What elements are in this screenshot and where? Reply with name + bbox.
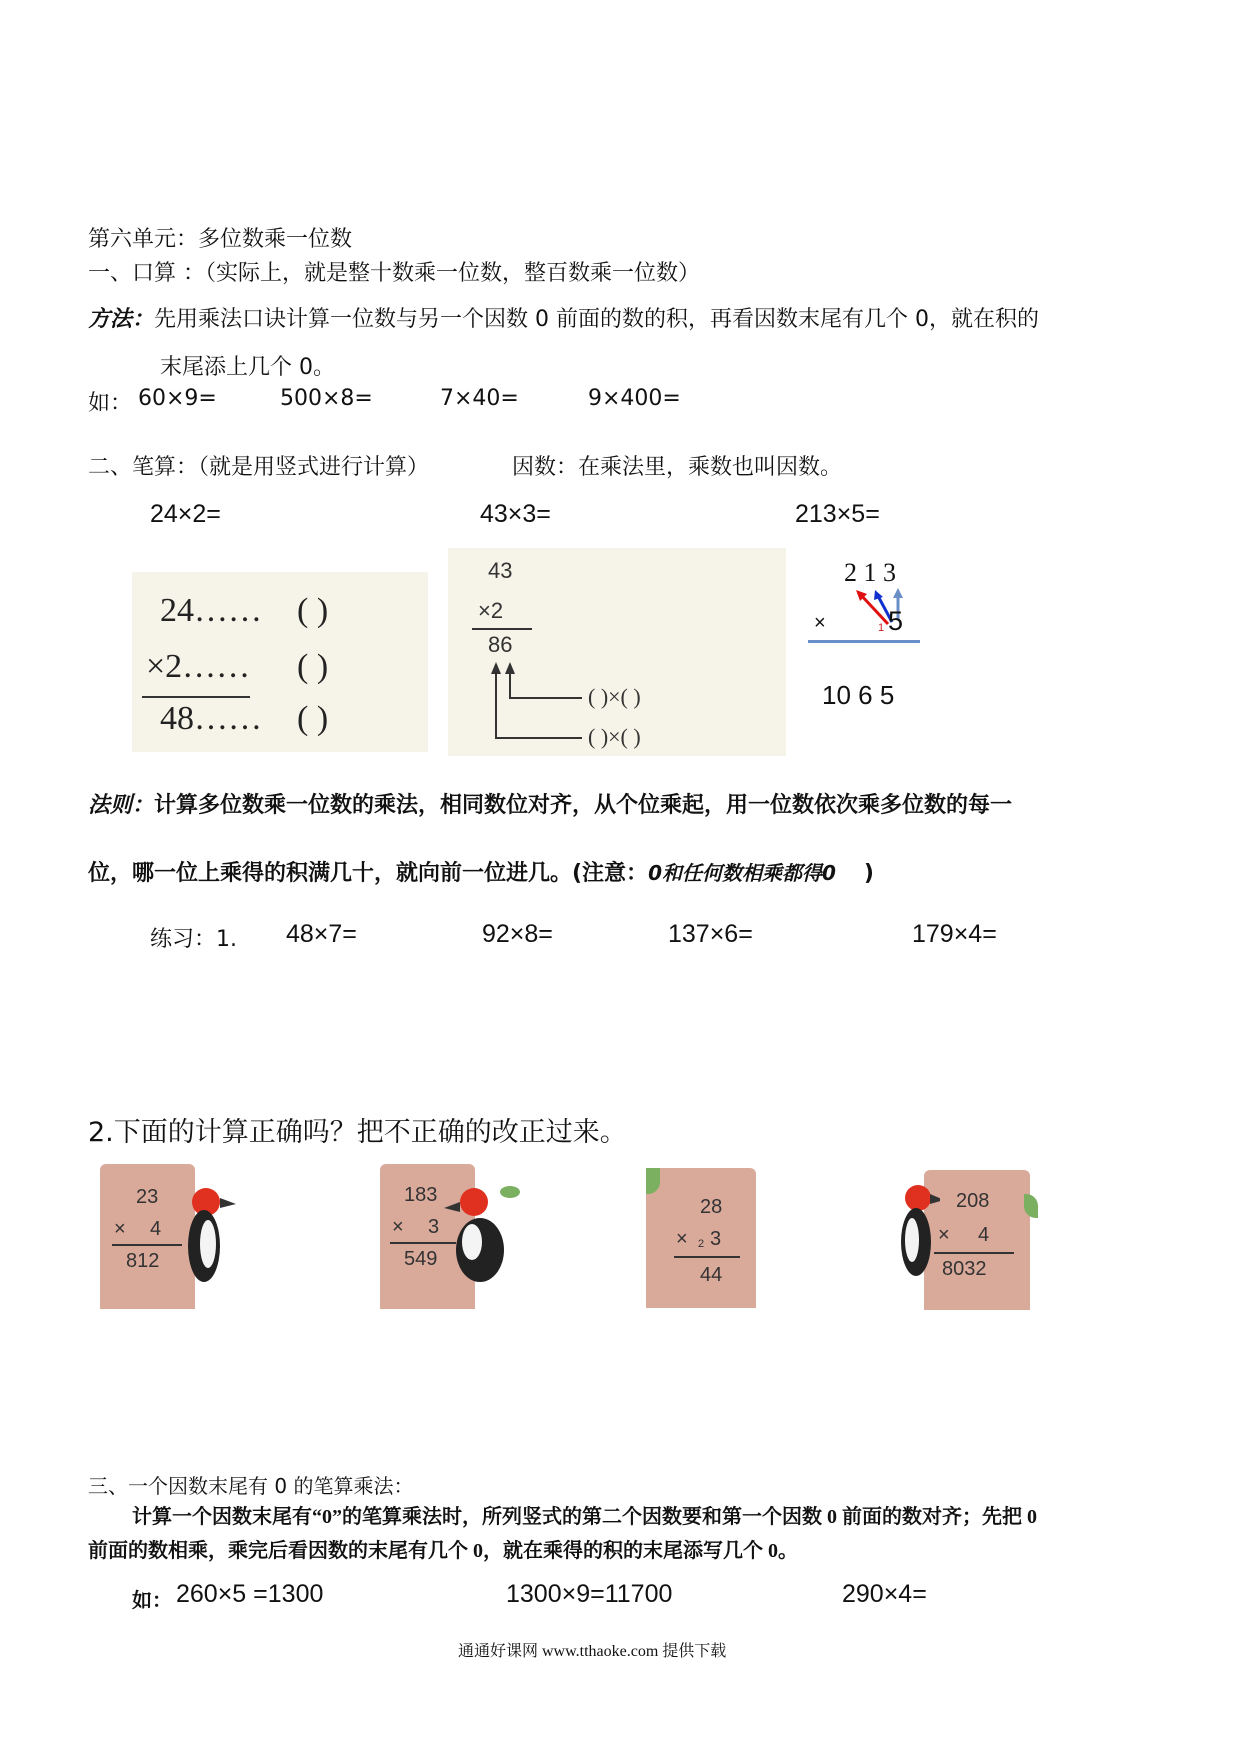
oral-example-4: 9×400= — [588, 386, 681, 411]
section3-text-1: 计算一个因数末尾有“0”的笔算乘法时，所列竖式的第二个因数要和第一个因数 0 前面的数对齐；先把 0 — [132, 1506, 1037, 1528]
rule-text-1: 计算多位数乘一位数的乘法，相同数位对齐，从个位乘起，用一位数依次乘多位数的每一 — [154, 793, 1013, 818]
fig2-result: 86 — [488, 632, 513, 657]
card2-times: × — [392, 1216, 404, 1238]
fig2-mult: ×2 — [478, 598, 504, 623]
check-card-2 — [378, 1164, 528, 1309]
fig1-line-3: 48…… — [160, 700, 262, 737]
check-card-3 — [646, 1168, 756, 1308]
section3-example-3: 290×4= — [842, 1580, 927, 1608]
card3-rule — [674, 1256, 740, 1258]
factor-note: 因数：在乘法里，乘数也叫因数。 — [512, 455, 843, 480]
fig3-result: 10 6 5 — [822, 680, 895, 710]
section3-example-label: 如： — [132, 1590, 172, 1612]
section3-text-2: 前面的数相乘，乘完后看因数的末尾有几个 0，就在乘得的积的末尾添写几个 0。 — [88, 1540, 798, 1562]
card4-top: 208 — [956, 1190, 990, 1212]
written-problem-3: 213×5= — [795, 500, 880, 528]
section2-heading: 二、笔算：（就是用竖式进行计算） — [88, 455, 430, 480]
card4-times: × — [938, 1224, 950, 1246]
card1-result: 812 — [126, 1250, 160, 1272]
card3-times: × — [676, 1228, 688, 1250]
card3-top: 28 — [700, 1196, 723, 1218]
rule-text-2: 位，哪一位上乘得的积满几十，就向前一位进几。(注意： — [88, 861, 649, 886]
practice-label: 练习：1. — [150, 927, 237, 952]
written-problem-2: 43×3= — [480, 500, 551, 528]
method-line-1 — [88, 302, 1039, 333]
card1-rule — [112, 1244, 182, 1246]
fig3-rule — [808, 640, 920, 643]
rule-label: 法则： — [88, 793, 155, 818]
vertical-calc-figure-3 — [800, 550, 930, 730]
card4-mult: 4 — [978, 1224, 990, 1246]
fig3-mult: 5 — [888, 606, 904, 636]
card3-result: 44 — [700, 1264, 723, 1286]
practice-3: 137×6= — [668, 920, 753, 948]
card1-top: 23 — [136, 1186, 159, 1208]
card4-result: 8032 — [942, 1258, 987, 1280]
rule-close: ) — [863, 861, 874, 886]
fig2-bracket-1: ( )×( ) — [588, 684, 641, 709]
card4-rule — [934, 1252, 1014, 1254]
rule-note: 0和任何数相乘都得0 — [648, 861, 836, 885]
oral-example-3: 7×40= — [440, 386, 519, 411]
fig3-top: 2 1 3 — [844, 558, 896, 587]
card1-times: × — [114, 1218, 126, 1240]
method-text-1: 先用乘法口诀计算一位数与另一个因数 0 前面的数的积，再看因数末尾有几个 0，就在积的 — [154, 307, 1039, 332]
practice-4: 179×4= — [912, 920, 997, 948]
card2-mult: 3 — [428, 1216, 440, 1238]
section3-heading: 三、一个因数末尾有 0 的笔算乘法： — [88, 1474, 414, 1498]
fig1-paren-2: ( ) — [297, 648, 329, 685]
rule-line-1 — [88, 788, 1012, 819]
method-label: 方法： — [88, 307, 155, 332]
fig2-bracket-2: ( )×( ) — [588, 724, 641, 749]
card2-top: 183 — [404, 1184, 438, 1206]
fig1-rule — [142, 696, 250, 698]
rule-line-2 — [88, 856, 874, 887]
fig1-line-2: ×2…… — [146, 648, 251, 685]
vertical-calc-figure-1 — [132, 572, 428, 752]
vertical-calc-figure-2 — [448, 548, 786, 756]
oral-example-1: 60×9= — [138, 386, 217, 411]
fig2-top: 43 — [488, 558, 513, 583]
page-title: 第六单元：多位数乘一位数 — [88, 227, 353, 252]
oral-example-2: 500×8= — [280, 386, 373, 411]
card3-carry: 2 — [698, 1238, 705, 1250]
card3-mult: 3 — [710, 1228, 722, 1250]
fig1-paren-3: ( ) — [297, 700, 329, 737]
check-card-4 — [890, 1170, 1040, 1310]
fig1-line-1: 24…… — [160, 592, 262, 629]
method-line-2: 末尾添上几个 0。 — [160, 355, 335, 380]
fig3-times: × — [814, 612, 826, 634]
woodpecker-icon — [440, 1184, 520, 1294]
practice-1: 48×7= — [286, 920, 357, 948]
section3-example-1: 260×5 =1300 — [176, 1580, 324, 1608]
card1-mult: 4 — [150, 1218, 162, 1240]
section1-heading: 一、口算 ：（实际上，就是整十数乘一位数，整百数乘一位数） — [88, 261, 700, 286]
woodpecker-icon — [184, 1184, 240, 1304]
woodpecker-icon — [890, 1182, 940, 1292]
practice-2: 92×8= — [482, 920, 553, 948]
footer: 通通好课网 www.tthaoke.com 提供下载 — [458, 1643, 727, 1660]
card2-result: 549 — [404, 1248, 438, 1270]
check-heading: 2.下面的计算正确吗？把不正确的改正过来。 — [88, 1117, 627, 1148]
fig3-carry: 1 — [878, 622, 885, 634]
oral-example-label: 如： — [88, 391, 133, 416]
section3-example-2: 1300×9=11700 — [506, 1580, 673, 1608]
written-problem-1: 24×2= — [150, 500, 221, 528]
fig1-paren-1: ( ) — [297, 592, 329, 629]
check-card-1 — [90, 1164, 240, 1309]
